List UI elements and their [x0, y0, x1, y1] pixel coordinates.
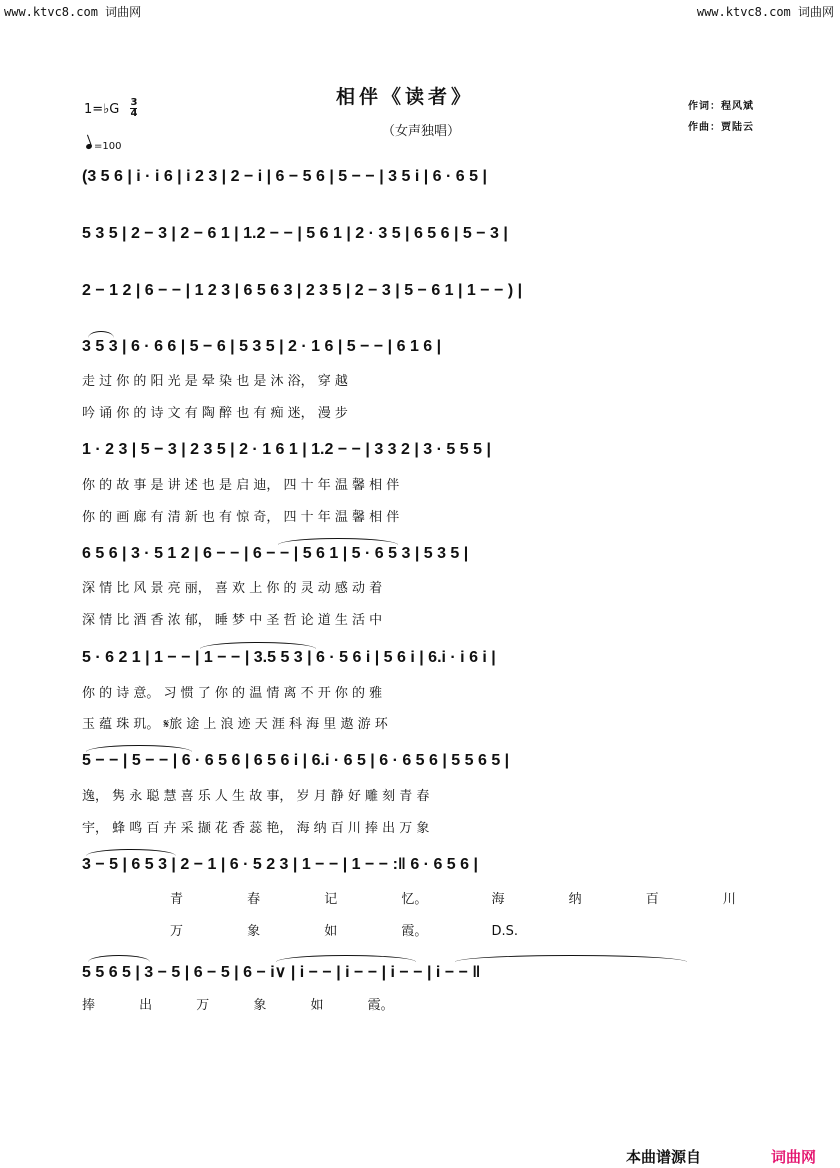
score-line-4: 3 5 3 | 6 · 6 6 | 5 − 6 | 5 3 5 | 2 · 1 6 | 5 − − | 6 1 6 |: [82, 338, 442, 355]
score-line-5: 1 · 2 3 | 5 − 3 | 2 3 5 | 2 · 1 6 1 | 1.2 − − | 3 3 2 | 3 · 5 5 5 |: [82, 441, 491, 458]
composer-credit: 作曲：贾陆云: [688, 122, 754, 133]
score-line-2: 5 3 5 | 2 − 3 | 2 − 6 1 | 1.2 − − | 5 6 1 | 2 · 3 5 | 6 5 6 | 5 − 3 |: [82, 225, 508, 242]
score-line-8: 5 − − | 5 − − | 6 · 6 5 6 | 6 5 6 i | 6.i · 6 5 | 6 · 6 5 6 | 5 5 6 5 |: [82, 752, 510, 769]
lyric-line-5-verse-2: 你 的 画 廊 有 清 新 也 有 惊 奇， 四 十 年 温 馨 相 伴: [82, 510, 400, 525]
score-line-7: 5 · 6 2 1 | 1 − − | 1 − − | 3.5 5 3 | 6 · 5 6 i | 5 6 i | 6.i · i 6 i |: [82, 649, 496, 666]
source-site-link[interactable]: 词曲网: [771, 1148, 817, 1166]
song-title: 相伴《读者》: [336, 86, 475, 108]
lyric-line-8-verse-2: 宇， 蜂 鸣 百 卉 采 撷 花 香 蕊 艳， 海 纳 百 川 捧 出 万 象: [82, 821, 430, 836]
lyric-line-6-verse-2: 深 情 比 酒 香 浓 郁， 睡 梦 中 圣 哲 论 道 生 活 中: [82, 613, 383, 628]
tie-mark: [86, 745, 192, 752]
source-label: 本曲谱源自: [626, 1148, 702, 1166]
score-line-1: (3 5 6 | i · i 6 | i 2 3 | 2 − i | 6 − 5 6 | 5 − − | 3 5 i | 6 · 6 5 |: [82, 168, 487, 185]
quarter-note-icon: [85, 143, 92, 150]
lyric-line-6-verse-1: 深 情 比 风 景 亮 丽， 喜 欢 上 你 的 灵 动 感 动 着: [82, 581, 383, 596]
key-signature: [84, 98, 137, 119]
slur-mark: [88, 331, 114, 338]
tie-mark: [276, 955, 416, 962]
score-line-10: 5 5 6 5 | 3 − 5 | 6 − 5 | 6 − i∨ | i − − | i − − | i − − | i − − ‖: [82, 964, 481, 981]
score-line-3: 2 − 1 2 | 6 − − | 1 2 3 | 6 5 6 3 | 2 3 5 | 2 − 3 | 5 − 6 1 | 1 − − ) |: [82, 282, 523, 299]
lyric-line-7-verse-1: 你 的 诗 意。 习 惯 了 你 的 温 情 离 不 开 你 的 雅: [82, 686, 383, 701]
lyric-line-7-verse-2: 玉 蕴 珠 玑。 𝄋旅 途 上 浪 迹 天 涯 科 海 里 遨 游 环: [82, 717, 388, 732]
lyric-line-10: 捧 出 万 象 如 霞。: [82, 998, 394, 1013]
time-signature-top: 3: [130, 97, 138, 108]
lyric-line-4-verse-2: 吟 诵 你 的 诗 文 有 陶 醉 也 有 痴 迷， 漫 步: [82, 406, 348, 421]
lyric-line-9-verse-2: 万 象 如 霞。 D.S.: [170, 924, 519, 939]
lyric-line-4-verse-1: 走 过 你 的 阳 光 是 晕 染 也 是 沐 浴， 穿 越: [82, 374, 348, 389]
tie-mark: [455, 955, 687, 962]
tempo-value: =100: [94, 141, 122, 152]
watermark-right: www.ktvc8.com 词曲网: [696, 5, 834, 19]
tie-mark: [278, 538, 398, 545]
watermark-left: www.ktvc8.com 词曲网: [4, 5, 142, 19]
lyric-line-5-verse-1: 你 的 故 事 是 讲 述 也 是 启 迪， 四 十 年 温 馨 相 伴: [82, 478, 400, 493]
lyric-line-8-verse-1: 逸， 隽 永 聪 慧 喜 乐 人 生 故 事， 岁 月 静 好 雕 刻 青 春: [82, 789, 430, 804]
lyricist-credit: 作词：程风斌: [688, 101, 754, 112]
tie-mark: [200, 642, 316, 649]
score-line-9: 3 − 5 | 6 5 3 | 2 − 1 | 6 · 5 2 3 | 1 − − | 1 − − :‖ 6 · 6 5 6 |: [82, 856, 478, 873]
tie-mark: [88, 955, 150, 962]
time-signature: [130, 98, 137, 119]
key-label: 1=♭G: [84, 102, 120, 117]
tie-mark: [86, 849, 176, 856]
song-subtitle: （女声独唱）: [382, 124, 461, 139]
time-signature-bottom: 4: [130, 108, 138, 119]
score-line-6: 6 5 6 | 3 · 5 1 2 | 6 − − | 6 − − | 5 6 1 | 5 · 6 5 3 | 5 3 5 |: [82, 545, 469, 562]
tempo-marking: [86, 134, 121, 153]
lyric-line-9-verse-1: 青 春 记 忆。 海 纳 百 川: [170, 892, 736, 907]
